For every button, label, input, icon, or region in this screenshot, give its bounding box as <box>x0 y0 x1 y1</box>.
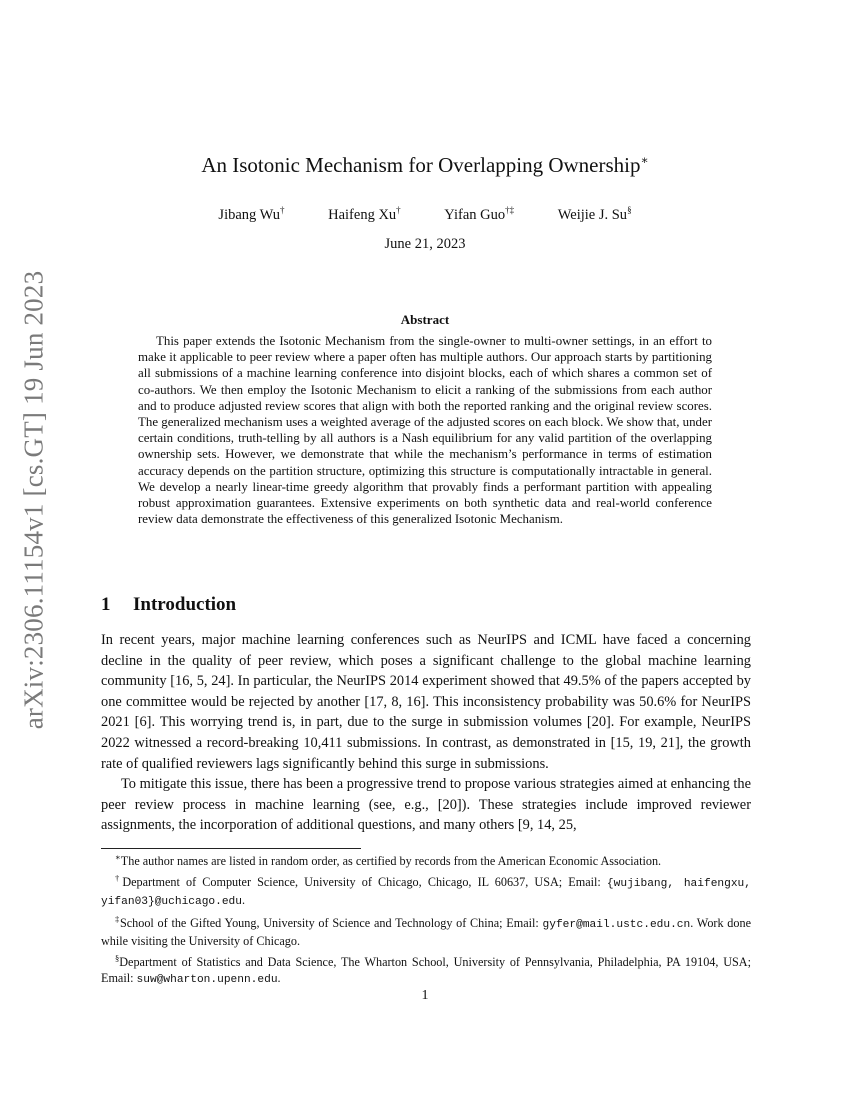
author-4: Weijie J. Su§ <box>557 205 632 223</box>
footnote-divider <box>101 848 361 849</box>
section-number: 1 <box>101 594 111 615</box>
footnotes <box>101 850 751 990</box>
section-title: Introduction <box>133 594 237 615</box>
title-text: An Isotonic Mechanism for Overlapping Ownership <box>201 153 641 177</box>
intro-paragraph-2: To mitigate this issue, there has been a progressive trend to propose various strategies aimed at enhancing the peer review process in machine learning (see, e.g., [20]). These strategies include improved reviewer assignments, the incorporation of additional questions, and many others [9, 14, 25, <box>101 776 751 834</box>
footnote-1: ∗The author names are listed in random order, as certified by records from the American Economic Association. <box>115 852 662 869</box>
paper-title <box>0 153 850 178</box>
author-list <box>0 205 850 224</box>
footnote-3-email: gyfer@mail.ustc.edu.cn <box>542 919 691 932</box>
title-footnote-mark: ∗ <box>640 153 649 167</box>
arxiv-identifier-stamp <box>14 270 54 730</box>
footnote-2-email: {wujibang, haifengxu, yifan03}@uchicago.edu <box>101 878 751 908</box>
publication-date: June 21, 2023 <box>384 236 466 252</box>
arxiv-id-text: arXiv:2306.11154v1 [cs.GT] 19 Jun 2023 <box>18 270 49 730</box>
footnote-3: ‡School of the Gifted Young, University of Science and Technology of China; Email: gyfer@mail.ustc.edu.cn. Work done while visiting the University of Chicago. <box>101 914 752 948</box>
footnote-2: †Department of Computer Science, University of Chicago, Chicago, IL 60637, USA; Email: {wujibang, haifengxu, yifan03}@uchicago.edu. <box>101 873 751 908</box>
page-number: 1 <box>421 988 429 1003</box>
section-heading <box>101 594 236 616</box>
footnote-4: §Department of Statistics and Data Science, The Wharton School, University of Pennsylvania, Philadelphia, PA 19104, USA; Email: suw@wharton.upenn.edu. <box>101 953 751 986</box>
footnote-4-email: suw@wharton.upenn.edu <box>136 973 278 986</box>
author-1: Jibang Wu† <box>218 205 285 223</box>
abstract-heading: Abstract <box>400 312 450 327</box>
author-2: Haifeng Xu† <box>328 205 401 223</box>
intro-paragraph-1: In recent years, major machine learning conferences such as NeurIPS and ICML have faced a concerning decline in the quality of peer review, which poses a significant challenge to the global machine learning community [16, 5, 24]. In particular, the NeurIPS 2014 experiment showed that 49.5% of the papers accepted by one committee would be rejected by another [17, 8, 16]. This inconsistency probability was 50.6% for NeurIPS 2021 [6]. This worrying trend is, in part, due to the surge in submission volumes [20]. For example, NeurIPS 2022 witnessed a record-breaking 10,411 submissions. In contrast, as demonstrated in [15, 19, 21], the growth rate of qualified reviewers lags significantly behind this surge in submissions. <box>101 632 751 772</box>
author-3: Yifan Guo†‡ <box>444 205 515 223</box>
abstract-text: This paper extends the Isotonic Mechanism from the single-owner to multi-owner settings, in an effort to make it applicable to peer review where a paper often has multiple authors. Our approach starts by partitioning all submissions of a machine learning conference into disjoint blocks, each of which shares a common set of co-authors. We then employ the Isotonic Mechanism to elicit a ranking of the submissions from each author and to produce adjusted review scores that align with both the reported ranking and the original review scores. The generalized mechanism uses a weighted average of the adjusted scores on each block. We show that, under certain conditions, truth-telling by all authors is a Nash equilibrium for any valid partition of the overlapping ownership sets. However, we demonstrate that while the mechanism’s performance in terms of estimation accuracy depends on the partition structure, optimizing this structure is computationally intractable in general. We develop a nearly linear-time greedy algorithm that provably finds a performant partition with appealing robust approximation guarantees. Extensive experiments on both synthetic data and real-world conference review data demonstrate the effectiveness of this generalized Isotonic Mechanism. <box>138 334 712 527</box>
